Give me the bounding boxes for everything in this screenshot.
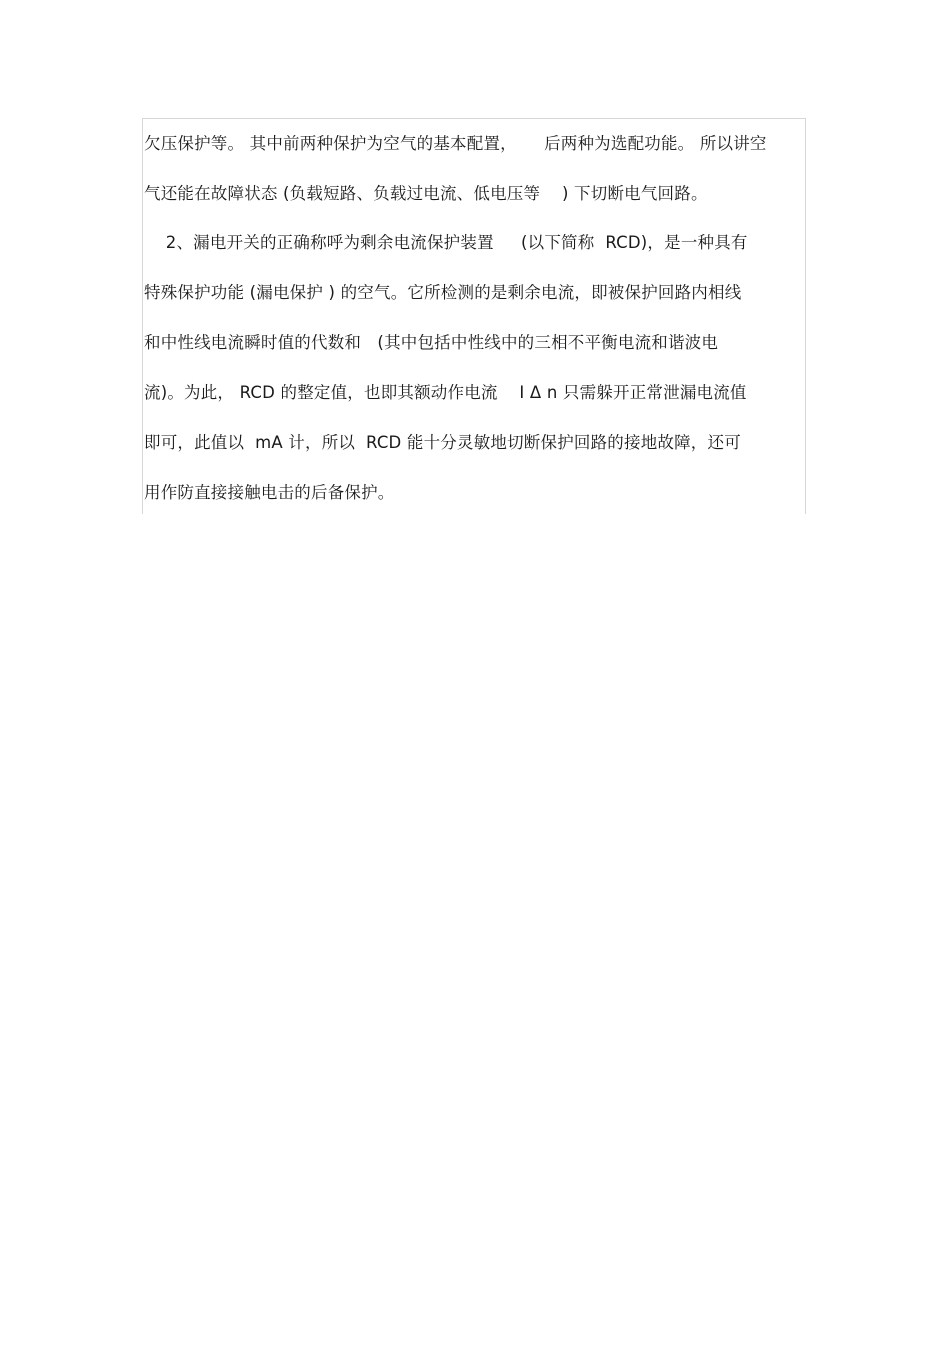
paragraph-line-5: 和中性线电流瞬时值的代数和 (其中包括中性线中的三相不平衡电流和谐波电	[144, 333, 719, 352]
paragraph-line-3: 2、漏电开关的正确称呼为剩余电流保护装置 (以下简称 RCD)，是一种具有	[144, 233, 748, 252]
paragraph-line-4: 特殊保护功能 (漏电保护 ) 的空气。它所检测的是剩余电流，即被保护回路内相线	[144, 283, 742, 302]
paragraph-line-2: 气还能在故障状态 (负载短路、负载过电流、低电压等 ) 下切断电气回路。	[144, 184, 708, 203]
paragraph-line-8: 用作防直接接触电击的后备保护。	[144, 483, 395, 502]
paragraph-line-6: 流)。为此， RCD 的整定值，也即其额动作电流 I Δ n 只需躲开正常泄漏电流值	[144, 383, 747, 402]
page-frame	[142, 118, 806, 514]
paragraph-line-7: 即可，此值以 mA 计，所以 RCD 能十分灵敏地切断保护回路的接地故障，还可	[144, 433, 741, 452]
paragraph-line-1: 欠压保护等。 其中前两种保护为空气的基本配置， 后两种为选配功能。 所以讲空	[144, 134, 767, 153]
